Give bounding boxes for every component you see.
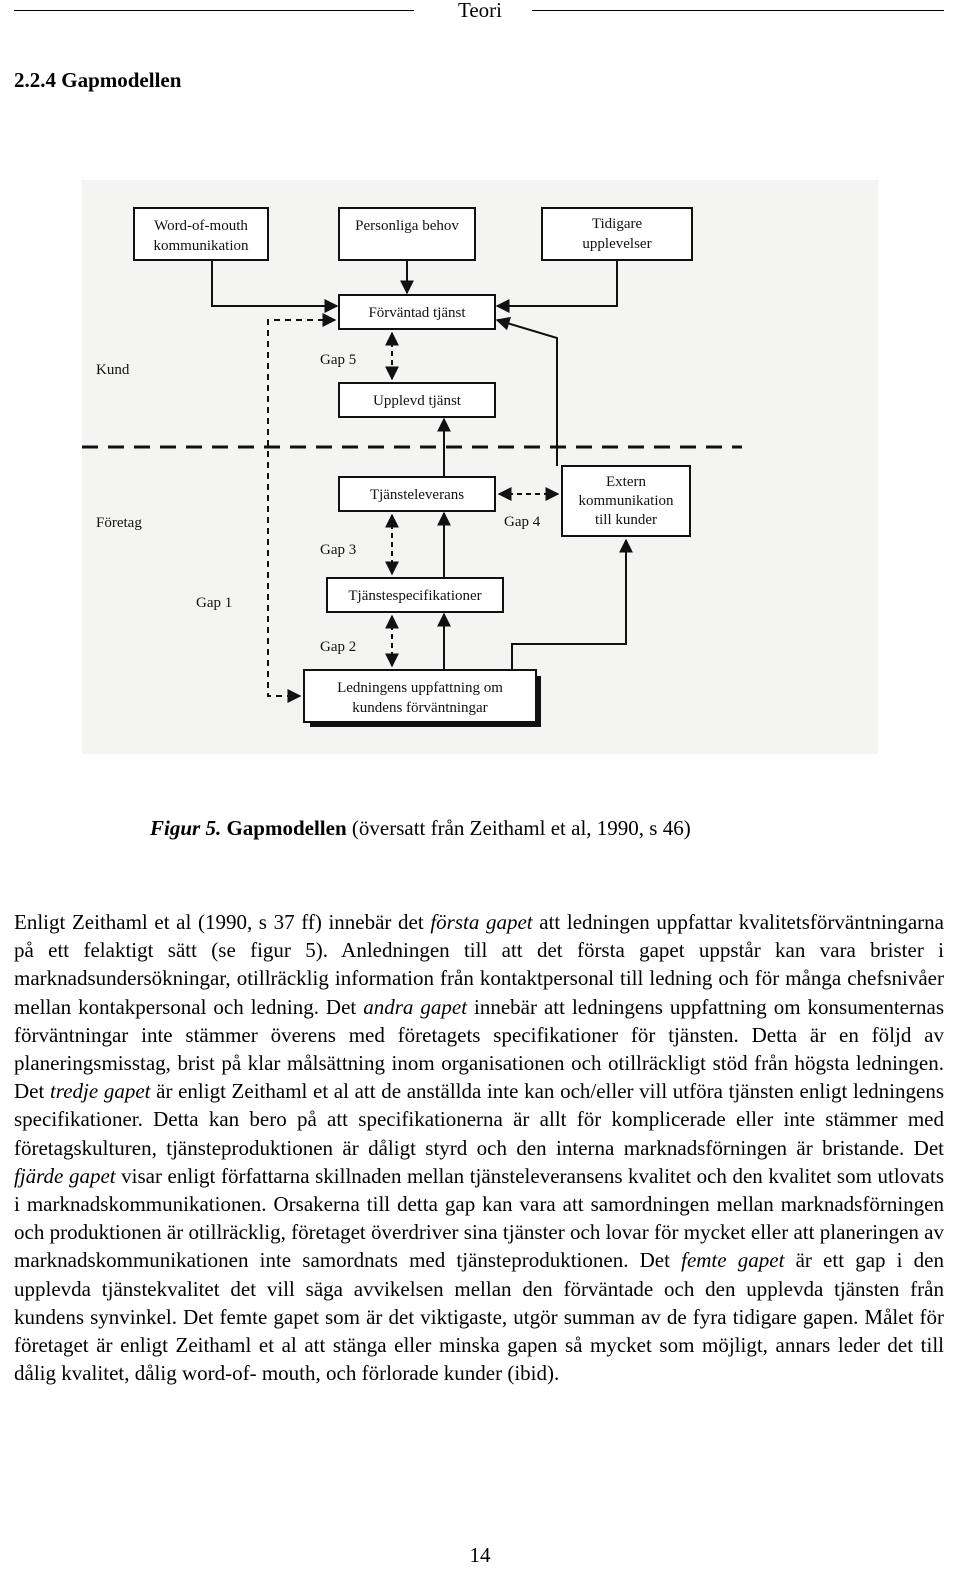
zone-label-customer: Kund [96, 362, 130, 378]
emphasis-fifth-gap: femte gapet [681, 1248, 785, 1273]
caption-rest: (översatt från Zeithaml et al, 1990, s 46) [346, 816, 691, 840]
expected-service-box [339, 295, 495, 329]
specifications-box [327, 578, 503, 612]
gap1-label: Gap 1 [196, 595, 233, 611]
service-delivery-box [339, 477, 495, 511]
word-of-mouth-line1: Word-of-mouth [154, 218, 248, 234]
specifications-label: Tjänstespecifikationer [348, 588, 482, 604]
past-experience-box [542, 208, 692, 260]
body-text-4: är enligt Zeithaml et al att de anställda inte kan och/eller vill utföra tjänsten enligt ledningens specifikationer. Detta kan bero på att specifikationerna är allt för komplicerade eller inte stämmer med företagskulturen, tjänsteproduktionen är dåligt styrd och den interna marknadsförningen är bristande. Det [14, 1079, 945, 1160]
header-title: Teori [457, 0, 502, 22]
external-comm-line2: kommunikation [578, 493, 674, 509]
management-box-shadow-bottom [310, 722, 541, 727]
body-text-3: innebär att ledningens uppfattning om konsumenternas förväntningar inte stämmer överens med företagets specifikationer för tjänsten. Detta är en följd av planeringsmisstag, brist på klar målsättning inom organisationen och otillräckligt stöd från högsta ledningen. Det [14, 994, 944, 1104]
figure-caption [150, 816, 691, 841]
expected-service-label: Förväntad tjänst [368, 305, 466, 321]
gap-model-diagram [82, 180, 878, 754]
arrow-past-to-expected [497, 260, 617, 306]
emphasis-fourth-gap: fjärde gapet [14, 1163, 116, 1188]
page-header [0, 0, 960, 28]
management-perception-box [304, 670, 536, 722]
page-number: 14 [469, 1543, 491, 1567]
management-line2: kundens förväntningar [352, 700, 488, 716]
management-box-shadow [536, 676, 541, 727]
perceived-service-label: Upplevd tjänst [373, 393, 461, 409]
word-of-mouth-line2: kommunikation [153, 238, 249, 254]
arrow-management-to-external [512, 540, 626, 670]
arrow-external-to-expected [497, 320, 557, 466]
body-text-1: Enligt Zeithaml et al (1990, s 37 ff) innebär det [14, 910, 431, 934]
management-line1: Ledningens uppfattning om [337, 680, 503, 696]
body-text-6: är ett gap i den upplevda tjänstekvalitet det vill säga avvikelsen mellan den förväntade och den upplevda tjänsten från kundens synvinkel. Det femte gapet som är det viktigaste, utgör summan av de fyra tidigare gapen. Målet för företaget är enligt Zeithaml et al att stänga eller minska gapen så mycket som möjligt, annars leder det till dålig kvalitet, dålig word-of- mouth, och förlorade kunder (ibid). [14, 1248, 944, 1386]
external-communication-box [562, 466, 690, 536]
arrow-wom-to-expected [212, 260, 337, 306]
gap3-label: Gap 3 [320, 542, 357, 558]
external-comm-line1: Extern [606, 474, 646, 490]
zone-label-company: Företag [96, 515, 142, 531]
emphasis-second-gap: andra gapet [363, 994, 468, 1019]
gap2-label: Gap 2 [320, 639, 357, 655]
gap5-label: Gap 5 [320, 352, 357, 368]
header-rule-right [532, 10, 944, 11]
emphasis-third-gap: tredje gapet [49, 1079, 151, 1104]
personal-needs-box [339, 208, 475, 260]
gap4-label: Gap 4 [504, 514, 541, 530]
emphasis-first-gap: första gapet [430, 910, 533, 934]
service-delivery-label: Tjänsteleverans [369, 487, 465, 503]
body-text-5: visar enligt författarna skillnaden mellan tjänsteleveransens kvalitet och den kvalitet som utlovats i marknadskommunikationen. Orsakerna till detta gap kan vara att samordningen mellan marknadsförningen och produktionen är otillräcklig, företaget överdriver sina tjänster och lovar för mycket eller att planeringen av marknadskommunikationen inte samordnats med tjänsteproduktionen. Det [14, 1163, 944, 1273]
perceived-service-box [339, 383, 495, 417]
past-experience-line1: Tidigare [591, 216, 643, 232]
past-experience-line2: upplevelser [582, 236, 652, 252]
word-of-mouth-box [134, 208, 268, 260]
body-text-2: att ledningen uppfattar kvalitetsförväntningarna på ett felaktigt sätt (se figur 5). Anledningen till att det första gapet uppstår kan vara brister i marknadsundersökningar, otillräcklig information från kontaktpersonal till ledning och för många chefsnivåer mellan kontakpersonal och ledning. Det [14, 910, 944, 1019]
external-comm-line3: till kunder [594, 512, 658, 528]
header-rule-left [14, 10, 414, 11]
caption-lead: Figur 5. [150, 816, 222, 840]
section-title: 2.2.4 Gapmodellen [14, 68, 182, 92]
personal-needs-label: Personliga behov [355, 218, 459, 234]
gap-model-figure [82, 180, 878, 754]
caption-name: Gapmodellen [226, 816, 347, 840]
body-paragraph [14, 908, 944, 1387]
